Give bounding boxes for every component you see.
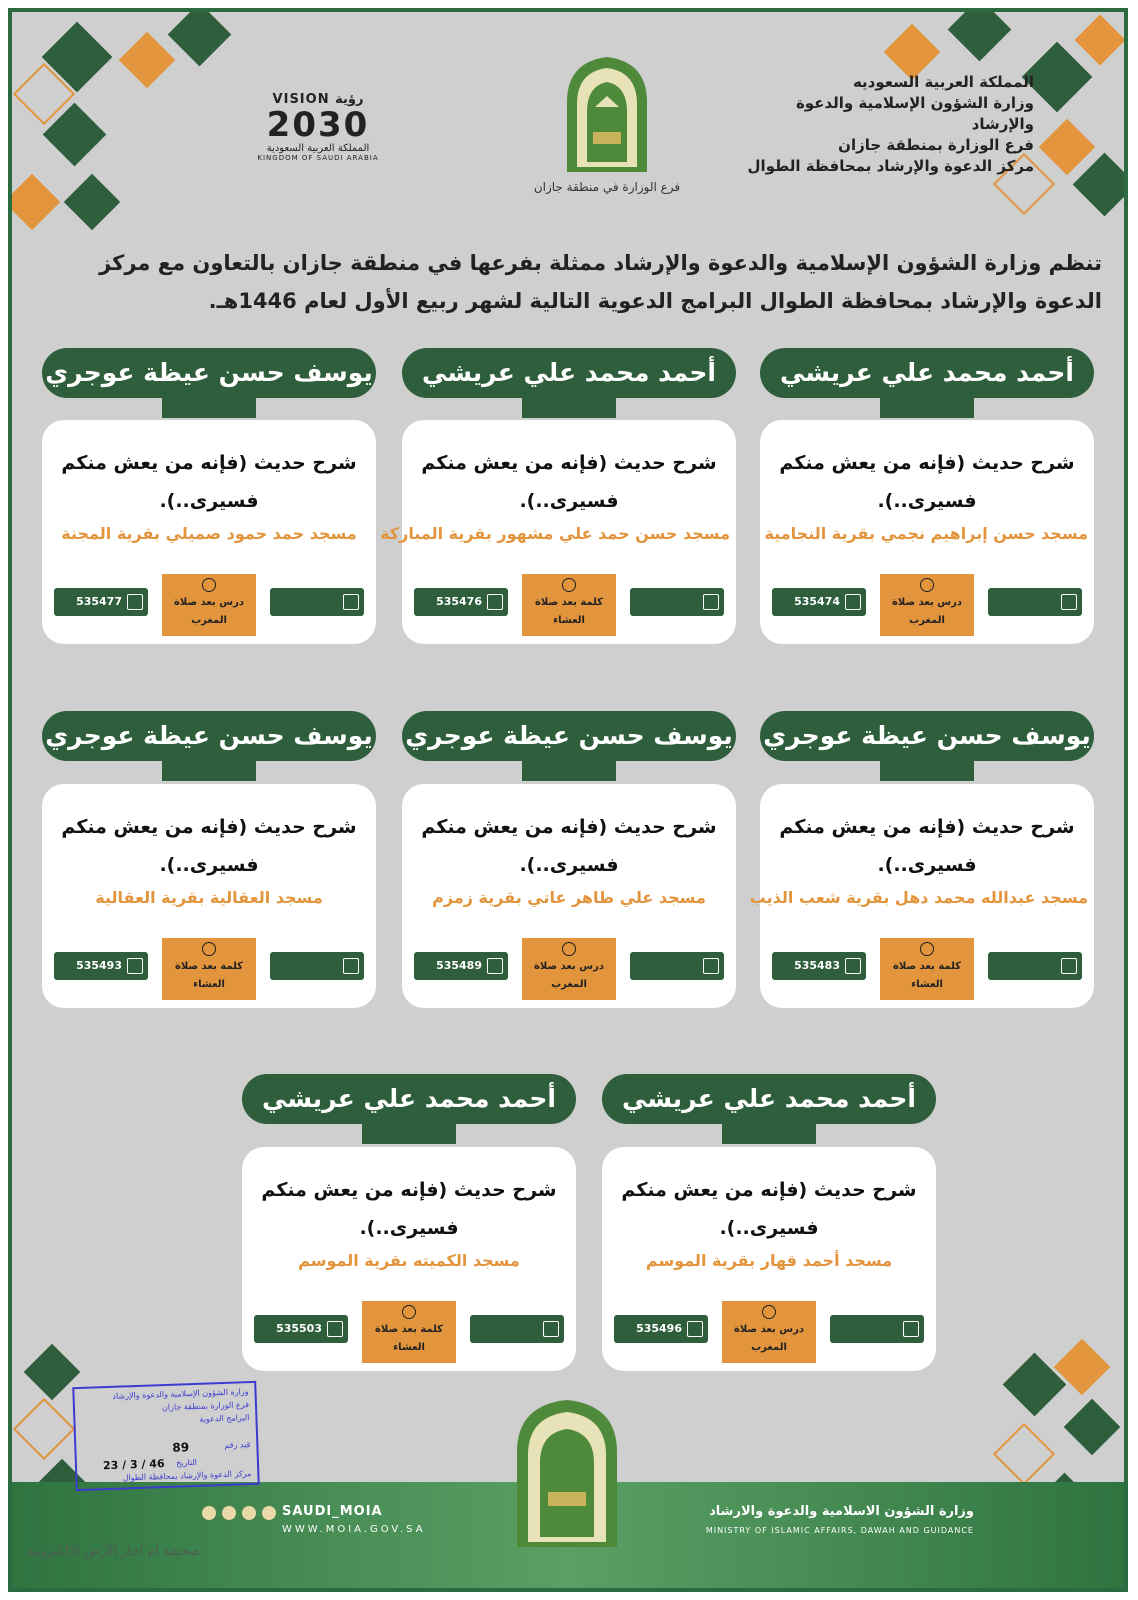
- stamp-number: 89: [172, 1440, 190, 1455]
- program-title-line: فسيرى..).: [159, 490, 259, 512]
- time-line: كلمة بعد صلاة: [535, 597, 603, 608]
- program-code: 535503: [276, 1322, 322, 1335]
- social-icon[interactable]: [242, 1506, 256, 1520]
- program-title-line: شرح حديث (فإنه من يعش منكم: [421, 452, 717, 474]
- time-line: درس بعد صلاة: [892, 597, 962, 608]
- footer-ministry-en: MINISTRY OF ISLAMIC AFFAIRS, DAWAH AND GUIDANCE: [705, 1526, 974, 1535]
- official-stamp: [72, 1381, 260, 1491]
- org-line: فرع الوزارة بمنطقة جازان: [838, 136, 1034, 154]
- org-line: المملكة العربية السعوديه: [852, 73, 1034, 91]
- program-code: 535476: [436, 595, 482, 608]
- time-badge: [362, 1301, 456, 1363]
- program-title: [52, 808, 366, 884]
- stamp-line: البرامج الدعوية: [199, 1413, 250, 1424]
- program-code: 535474: [794, 595, 840, 608]
- date-text: 1446/3/27هـ: [650, 987, 724, 1000]
- program-title-line: شرح حديث (فإنه من يعش منكم: [779, 452, 1075, 474]
- program-title-line: شرح حديث (فإنه من يعش منكم: [421, 816, 717, 838]
- date-chip: [830, 1315, 924, 1363]
- document-icon: [327, 1321, 343, 1337]
- decor-square: [948, 8, 1012, 61]
- document-icon: [687, 1321, 703, 1337]
- program-card: [42, 420, 376, 644]
- program-title-line: فسيرى..).: [519, 854, 619, 876]
- time-line: العشاء: [911, 979, 943, 990]
- program-title: [252, 1171, 566, 1247]
- speaker-name: يوسف حسن عيظة عوجري: [42, 711, 376, 761]
- program-code: 535489: [436, 959, 482, 972]
- calendar-icon: [543, 1321, 559, 1337]
- calendar-icon: [1061, 958, 1077, 974]
- code-chip: [414, 952, 508, 980]
- time-line: العشاء: [193, 979, 225, 990]
- connector: [522, 394, 616, 418]
- program-title-line: فسيرى..).: [719, 1217, 819, 1239]
- time-line: العشاء: [393, 1342, 425, 1353]
- time-line: درس بعد صلاة: [174, 597, 244, 608]
- clock-icon: [762, 1305, 776, 1319]
- time-badge: [522, 938, 616, 1000]
- program-title-line: شرح حديث (فإنه من يعش منكم: [621, 1179, 917, 1201]
- document-icon: [845, 594, 861, 610]
- decor-square: [1039, 119, 1096, 176]
- code-chip: [54, 952, 148, 980]
- decor-square: [1064, 1399, 1121, 1456]
- program-title-line: فسيرى..).: [359, 1217, 459, 1239]
- code-chip: [614, 1315, 708, 1343]
- date-text: 1446/3/27هـ: [290, 987, 364, 1000]
- org-line: مركز الدعوة والإرشاد بمحافظة الطوال: [747, 157, 1034, 175]
- speaker-name: أحمد محمد علي عريشي: [242, 1074, 576, 1124]
- program-card: [602, 1147, 936, 1371]
- date-chip: [988, 952, 1082, 1000]
- program-title-line: شرح حديث (فإنه من يعش منكم: [61, 816, 357, 838]
- stamp-date: 46 / 3 / 23: [102, 1457, 165, 1473]
- program-title-line: فسيرى..).: [877, 854, 977, 876]
- program-title: [770, 444, 1084, 520]
- program-title-line: شرح حديث (فإنه من يعش منكم: [61, 452, 357, 474]
- date-chip: [470, 1315, 564, 1363]
- decor-square: [8, 174, 60, 231]
- program-card: [749, 784, 1094, 1008]
- decor-square: [13, 1398, 75, 1460]
- date-text: 1446/3/26هـ: [290, 623, 364, 636]
- time-badge: [880, 938, 974, 1000]
- mosque-name: مسجد حسن إبراهيم نجمي بقرية النجامية: [764, 524, 1088, 543]
- time-line: كلمة بعد صلاة: [893, 961, 961, 972]
- date-text: 1446/3/26هـ: [1008, 987, 1082, 1000]
- mosque-name: مسجد أحمد قهار بقرية الموسم: [645, 1251, 893, 1270]
- connector: [880, 757, 974, 781]
- program-card: [402, 784, 736, 1008]
- program-title: [770, 808, 1084, 884]
- calendar-icon: [343, 958, 359, 974]
- time-line: المغرب: [909, 615, 945, 626]
- decor-square: [64, 174, 121, 231]
- mosque-name: مسجد العقالية بقرية العقالية: [95, 888, 323, 907]
- vision-arabic: المملكة العربية السعودية: [266, 143, 370, 154]
- date-chip: [270, 588, 364, 636]
- intro-text: [99, 244, 1102, 320]
- program-card: [380, 420, 736, 644]
- code-chip: [414, 588, 508, 616]
- vision-label: VISION رؤية: [272, 92, 364, 107]
- time-badge: [880, 574, 974, 636]
- stamp-date-label: التاريخ: [176, 1457, 198, 1468]
- vision-2030-logo: [248, 92, 388, 162]
- intro-line: تنظم وزارة الشؤون الإسلامية والدعوة والإرشاد ممثلة بفرعها في منطقة جازان بالتعاون مع مركز: [99, 251, 1102, 275]
- speaker-name: يوسف حسن عيظة عوجري: [42, 348, 376, 398]
- mosque-name: مسجد حسن حمد علي مشهور بقرية المباركة: [380, 524, 730, 543]
- org-line: والإرشاد: [971, 115, 1034, 133]
- document-icon: [127, 594, 143, 610]
- connector: [880, 394, 974, 418]
- date-text: 1446/3/26هـ: [650, 623, 724, 636]
- program-title-line: فسيرى..).: [519, 490, 619, 512]
- footer-ministry-ar: وزارة الشؤون الاسلامية والدعوة والارشاد: [709, 1504, 974, 1519]
- time-badge: [162, 574, 256, 636]
- program-card: [42, 784, 376, 1008]
- code-chip: [772, 588, 866, 616]
- facebook-icon[interactable]: [262, 1506, 276, 1520]
- program-title: [412, 444, 726, 520]
- date-chip: [270, 952, 364, 1000]
- stamp-line: فرع الوزارة بمنطقة جازان: [161, 1400, 250, 1413]
- stamp-line: وزارة الشؤون الإسلامية والدعوة والإرشاد: [112, 1387, 249, 1401]
- mosque-name: مسجد علي طاهر عاتي بقرية زمزم: [432, 888, 706, 907]
- organization-header: [734, 72, 1034, 177]
- program-title: [52, 444, 366, 520]
- speaker-name: يوسف حسن عيظة عوجري: [402, 711, 736, 761]
- program-title: [412, 808, 726, 884]
- connector: [162, 757, 256, 781]
- footer-logo: [512, 1397, 622, 1547]
- calendar-icon: [903, 1321, 919, 1337]
- program-card: [242, 1147, 576, 1371]
- stamp-line: مركز الدعوة والإرشاد بمحافظة الطوال: [122, 1469, 252, 1483]
- program-card: [760, 420, 1094, 644]
- clock-icon: [202, 942, 216, 956]
- program-title-line: فسيرى..).: [159, 854, 259, 876]
- speaker-name: أحمد محمد علي عريشي: [602, 1074, 936, 1124]
- code-chip: [772, 952, 866, 980]
- speaker-name: أحمد محمد علي عريشي: [402, 348, 736, 398]
- clock-icon: [920, 942, 934, 956]
- calendar-icon: [343, 594, 359, 610]
- code-chip: [254, 1315, 348, 1343]
- date-text: 1446/3/26هـ: [1008, 623, 1082, 636]
- clock-icon: [562, 578, 576, 592]
- document-icon: [487, 594, 503, 610]
- date-text: 1446/3/27هـ: [490, 1350, 564, 1363]
- program-code: 535477: [76, 595, 122, 608]
- date-chip: [630, 588, 724, 636]
- clock-icon: [562, 942, 576, 956]
- decor-square: [1075, 15, 1126, 66]
- intro-line: الدعوة والإرشاد بمحافظة الطوال البرامج الدعوية التالية لشهر ربيع الأول لعام 1446هـ.: [208, 289, 1102, 313]
- time-line: درس بعد صلاة: [734, 1324, 804, 1335]
- document-icon: [127, 958, 143, 974]
- footer-website[interactable]: WWW.MOIA.GOV.SA: [282, 1524, 426, 1535]
- mosque-name: مسجد حمد حمود صميلي بقرية المجنة: [61, 524, 357, 543]
- calendar-icon: [703, 958, 719, 974]
- program-code: 535496: [636, 1322, 682, 1335]
- vision-english: KINGDOM OF SAUDI ARABIA: [257, 154, 379, 162]
- clock-icon: [920, 578, 934, 592]
- time-line: كلمة بعد صلاة: [175, 961, 243, 972]
- time-badge: [162, 938, 256, 1000]
- ministry-logo: [557, 52, 657, 177]
- speaker-name: أحمد محمد علي عريشي: [760, 348, 1094, 398]
- time-line: العشاء: [553, 615, 585, 626]
- time-badge: [722, 1301, 816, 1363]
- program-code: 535483: [794, 959, 840, 972]
- program-code: 535493: [76, 959, 122, 972]
- program-title: [612, 1171, 926, 1247]
- program-title-line: فسيرى..).: [877, 490, 977, 512]
- connector: [162, 394, 256, 418]
- time-line: المغرب: [751, 1342, 787, 1353]
- clock-icon: [402, 1305, 416, 1319]
- decor-square: [1073, 153, 1128, 217]
- connector: [722, 1120, 816, 1144]
- mosque-name: مسجد عبدالله محمد دهل بقرية شعب الذيب: [749, 888, 1088, 907]
- document-icon: [845, 958, 861, 974]
- footer-handle[interactable]: SAUDI_MOIA: [282, 1504, 383, 1519]
- watermark: صحيفة أم أحار الأرض الإلكترونية: [26, 1544, 201, 1559]
- decor-square: [119, 32, 176, 89]
- program-title-line: شرح حديث (فإنه من يعش منكم: [779, 816, 1075, 838]
- connector: [522, 757, 616, 781]
- time-line: درس بعد صلاة: [534, 961, 604, 972]
- flyer: [8, 8, 1128, 1592]
- clock-icon: [202, 578, 216, 592]
- vision-year: 2030: [266, 105, 370, 145]
- time-line: المغرب: [551, 979, 587, 990]
- code-chip: [54, 588, 148, 616]
- time-line: كلمة بعد صلاة: [375, 1324, 443, 1335]
- date-chip: [988, 588, 1082, 636]
- decor-square: [993, 1423, 1055, 1485]
- stamp-num-label: قيد رقم: [224, 1440, 251, 1450]
- decor-square: [168, 8, 232, 66]
- social-icon[interactable]: [202, 1506, 216, 1520]
- document-icon: [487, 958, 503, 974]
- logo-caption: فرع الوزارة في منطقة جازان: [533, 180, 681, 194]
- calendar-icon: [703, 594, 719, 610]
- calendar-icon: [1061, 594, 1077, 610]
- mosque-name: مسجد الكميته بقرية الموسم: [298, 1251, 520, 1270]
- program-title-line: شرح حديث (فإنه من يعش منكم: [261, 1179, 557, 1201]
- org-line: وزارة الشؤون الإسلامية والدعوة: [795, 94, 1034, 112]
- date-chip: [630, 952, 724, 1000]
- social-icon[interactable]: [222, 1506, 236, 1520]
- time-line: المغرب: [191, 615, 227, 626]
- speaker-name: يوسف حسن عيظة عوجري: [760, 711, 1094, 761]
- date-text: 1446/3/27هـ: [850, 1350, 924, 1363]
- connector: [362, 1120, 456, 1144]
- time-badge: [522, 574, 616, 636]
